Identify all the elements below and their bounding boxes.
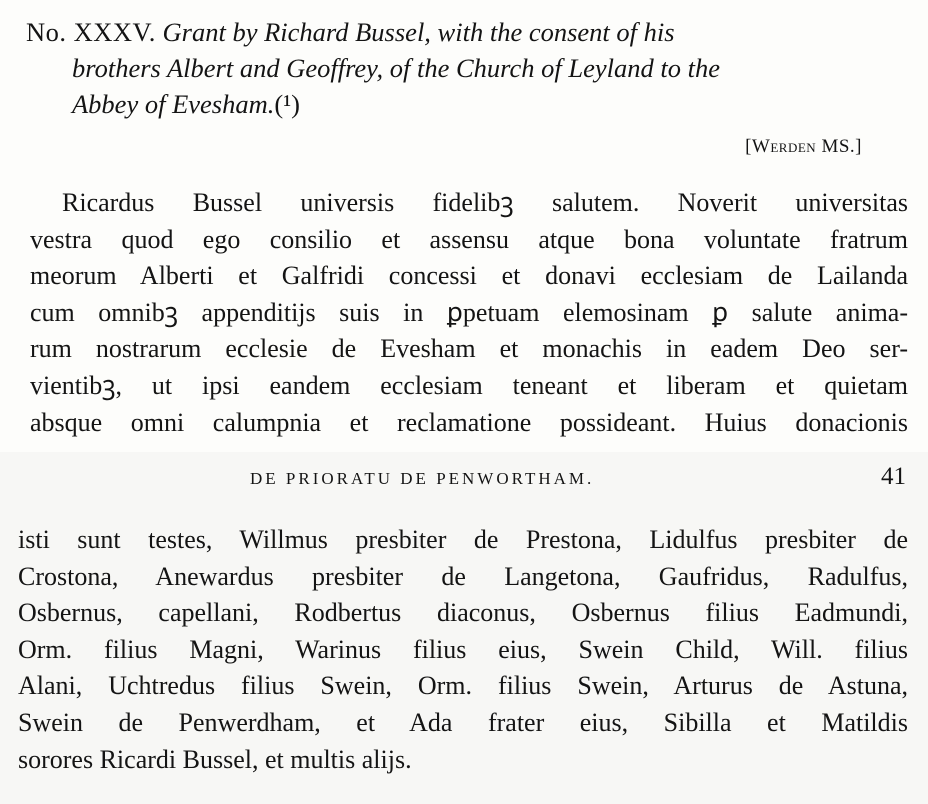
running-head-title: DE PRIORATU DE PENWORTHAM. (250, 469, 595, 488)
witness-line: Alani, Uchtredus filius Swein, Orm. filius Swein, Arturus de Astuna, (18, 671, 908, 701)
witness-line: Swein de Penwerdham, et Ada frater eius, Sibilla et Matildis (18, 707, 908, 737)
source-reference: [Werden MS.] (745, 136, 862, 157)
charter-line: vientibꝫ, ut ipsi eandem ecclesiam teneant et liberam et quietam (30, 370, 908, 400)
witness-line: sorores Ricardi Bussel, et multis alijs. (18, 744, 412, 774)
witness-line: Osbernus, capellani, Rodbertus diaconus, Osbernus filius Eadmundi, (18, 598, 908, 628)
witness-line: isti sunt testes, Willmus presbiter de Prestona, Lidulfus presbiter de (18, 525, 908, 554)
charter-line: meorum Alberti et Galfridi concessi et donavi ecclesiam de Lailanda (30, 261, 908, 291)
charter-line: cum omnibꝫ appenditijs suis in ꝑpetuam elemosinam ꝑ salute anima- (30, 297, 908, 327)
charter-line: absque omni calumpnia et reclamatione possideant. Huius donacionis (30, 407, 908, 437)
charter-line: rum nostrarum ecclesie de Evesham et monachis in eadem Deo ser- (30, 334, 908, 364)
charter-number: No. XXXV. (26, 17, 156, 47)
charter-line: vestra quod ego consilio et assensu atque bona voluntate fratrum (30, 224, 908, 254)
page-number: 41 (881, 463, 906, 490)
witness-list (18, 522, 908, 778)
witness-line: Orm. filius Magni, Warinus filius eius, Swein Child, Will. filius (18, 634, 908, 664)
charter-heading (26, 14, 910, 122)
charter-title-line-2: brothers Albert and Geoffrey, of the Church of Leyland to the (72, 53, 720, 83)
witness-line: Crostona, Anewardus presbiter de Langetona, Gaufridus, Radulfus, (18, 561, 908, 591)
charter-title-line-1: Grant by Richard Bussel, with the consent of his (162, 17, 675, 47)
charter-text (30, 185, 908, 441)
footnote-mark: (¹) (274, 89, 300, 119)
charter-line: Ricardus Bussel universis fidelibꝫ salutem. Noverit universitas (62, 188, 908, 217)
charter-title-line-3: Abbey of Evesham. (72, 89, 275, 119)
